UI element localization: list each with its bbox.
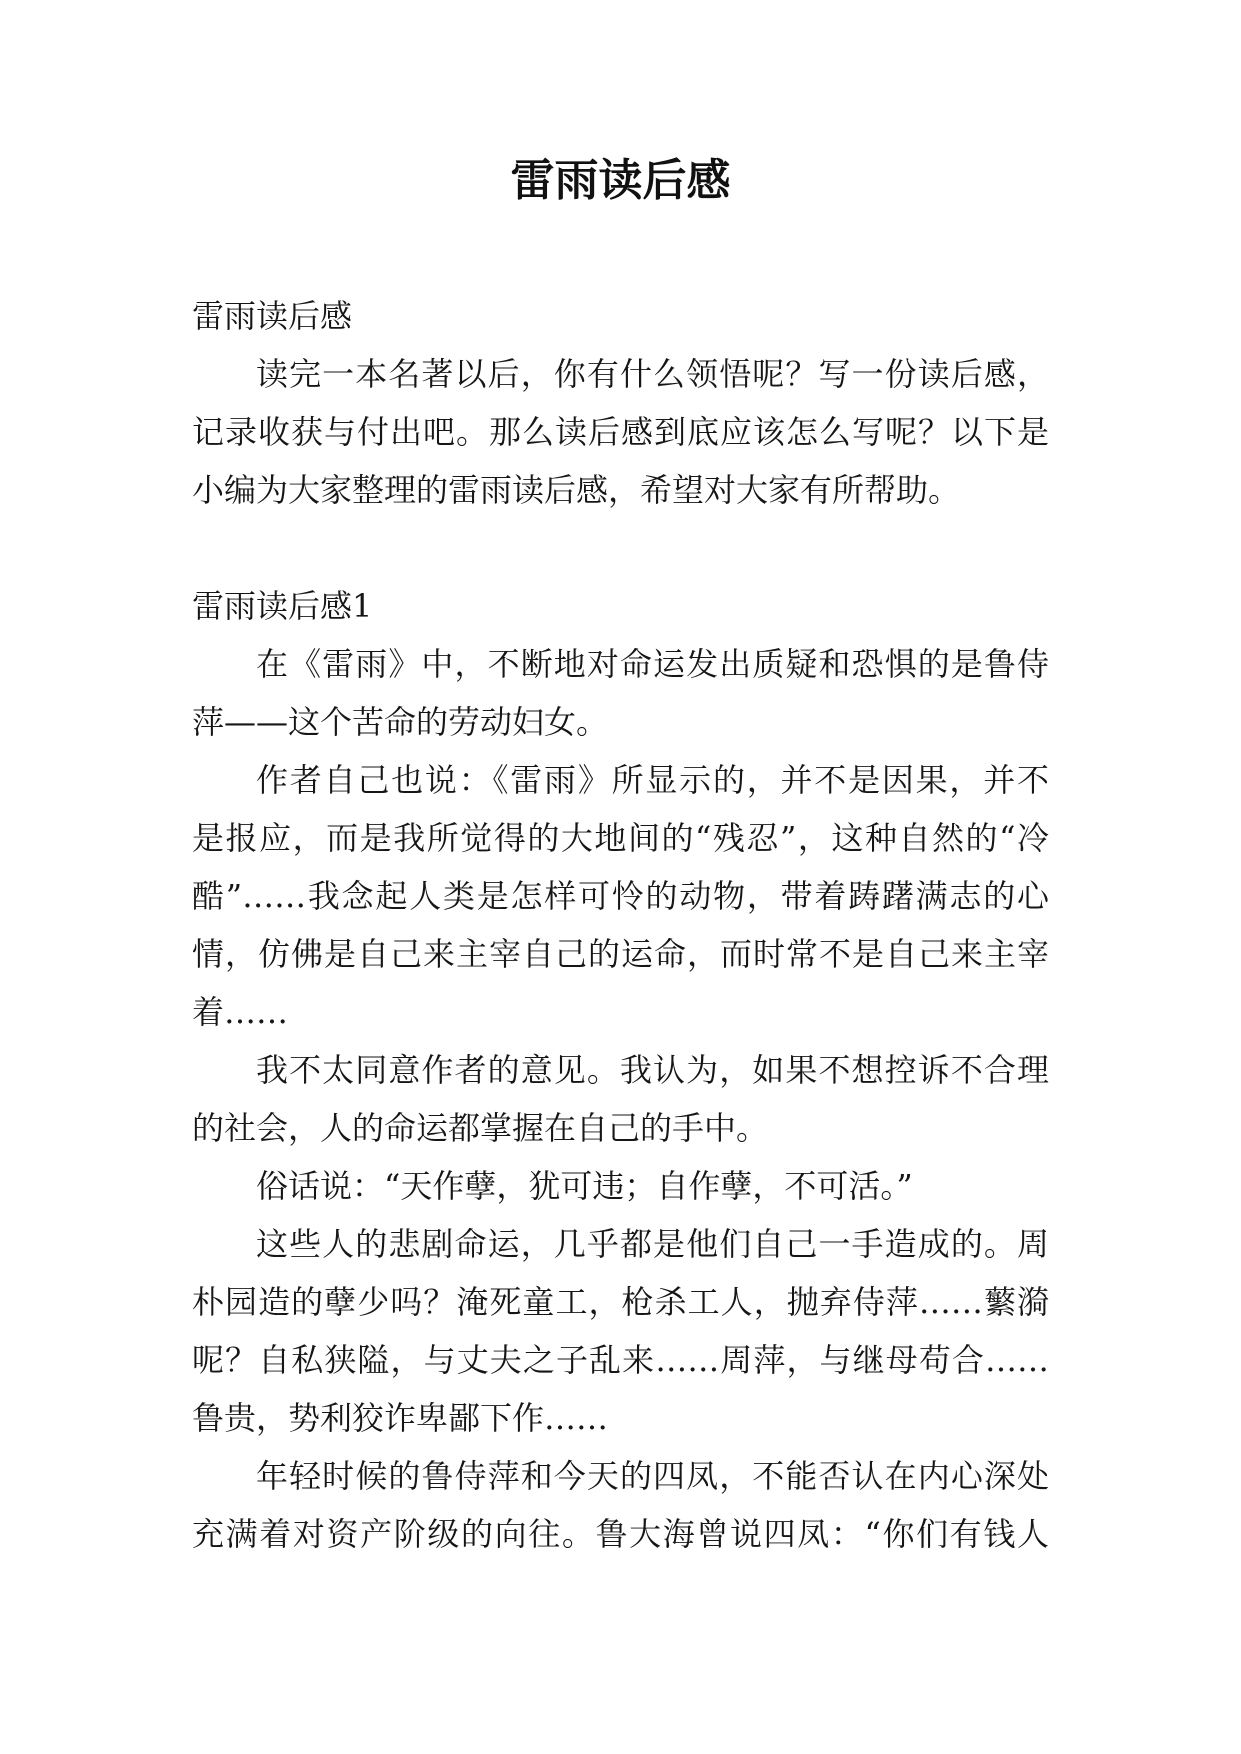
paragraph-line: 在《雷雨》中，不断地对命运发出质疑和恐惧的是鲁侍 [256, 645, 1049, 683]
paragraph-line: 着…… [192, 993, 289, 1031]
paragraph-line: 的社会，人的命运都掌握在自己的手中。 [192, 1109, 769, 1147]
paragraph-line: 这些人的悲剧命运，几乎都是他们自己一手造成的。周 [256, 1225, 1049, 1263]
paragraph-line: 充满着对资产阶级的向往。鲁大海曾说四凤：“你们有钱人 [192, 1515, 1049, 1553]
section-heading: 雷雨读后感 [192, 297, 353, 335]
paragraph-line: 情，仿佛是自己来主宰自己的运命，而时常不是自己来主宰 [192, 935, 1049, 973]
paragraph-line: 是报应，而是我所觉得的大地间的“残忍”，这种自然的“冷 [192, 819, 1049, 857]
paragraph-line: 我不太同意作者的意见。我认为，如果不想控诉不合理 [256, 1051, 1049, 1089]
paragraph-line: 小编为大家整理的雷雨读后感，希望对大家有所帮助。 [192, 471, 961, 509]
paragraph-line: 读完一本名著以后，你有什么领悟呢？写一份读后感， [256, 355, 1049, 393]
paragraph-line: 记录收获与付出吧。那么读后感到底应该怎么写呢？以下是 [192, 413, 1049, 451]
paragraph-line: 年轻时候的鲁侍萍和今天的四凤，不能否认在内心深处 [256, 1457, 1049, 1495]
paragraph-line: 俗话说：“天作孽，犹可违；自作孽，不可活。” [256, 1167, 913, 1205]
paragraph-line: 酷”……我念起人类是怎样可怜的动物，带着踌躇满志的心 [192, 877, 1049, 915]
paragraph-line: 朴园造的孽少吗？淹死童工，枪杀工人，抛弃侍萍……蘩漪 [192, 1283, 1049, 1321]
paragraph-line: 呢？自私狭隘，与丈夫之子乱来……周萍，与继母苟合…… [192, 1341, 1049, 1379]
paragraph-line: 作者自己也说：《雷雨》所显示的，并不是因果，并不 [256, 761, 1049, 799]
section-heading: 雷雨读后感1 [192, 587, 373, 625]
paragraph-line: 萍——这个苦命的劳动妇女。 [192, 703, 609, 741]
document-title: 雷雨读后感 [510, 155, 731, 206]
paragraph-line: 鲁贵，势利狡诈卑鄙下作…… [192, 1399, 609, 1437]
